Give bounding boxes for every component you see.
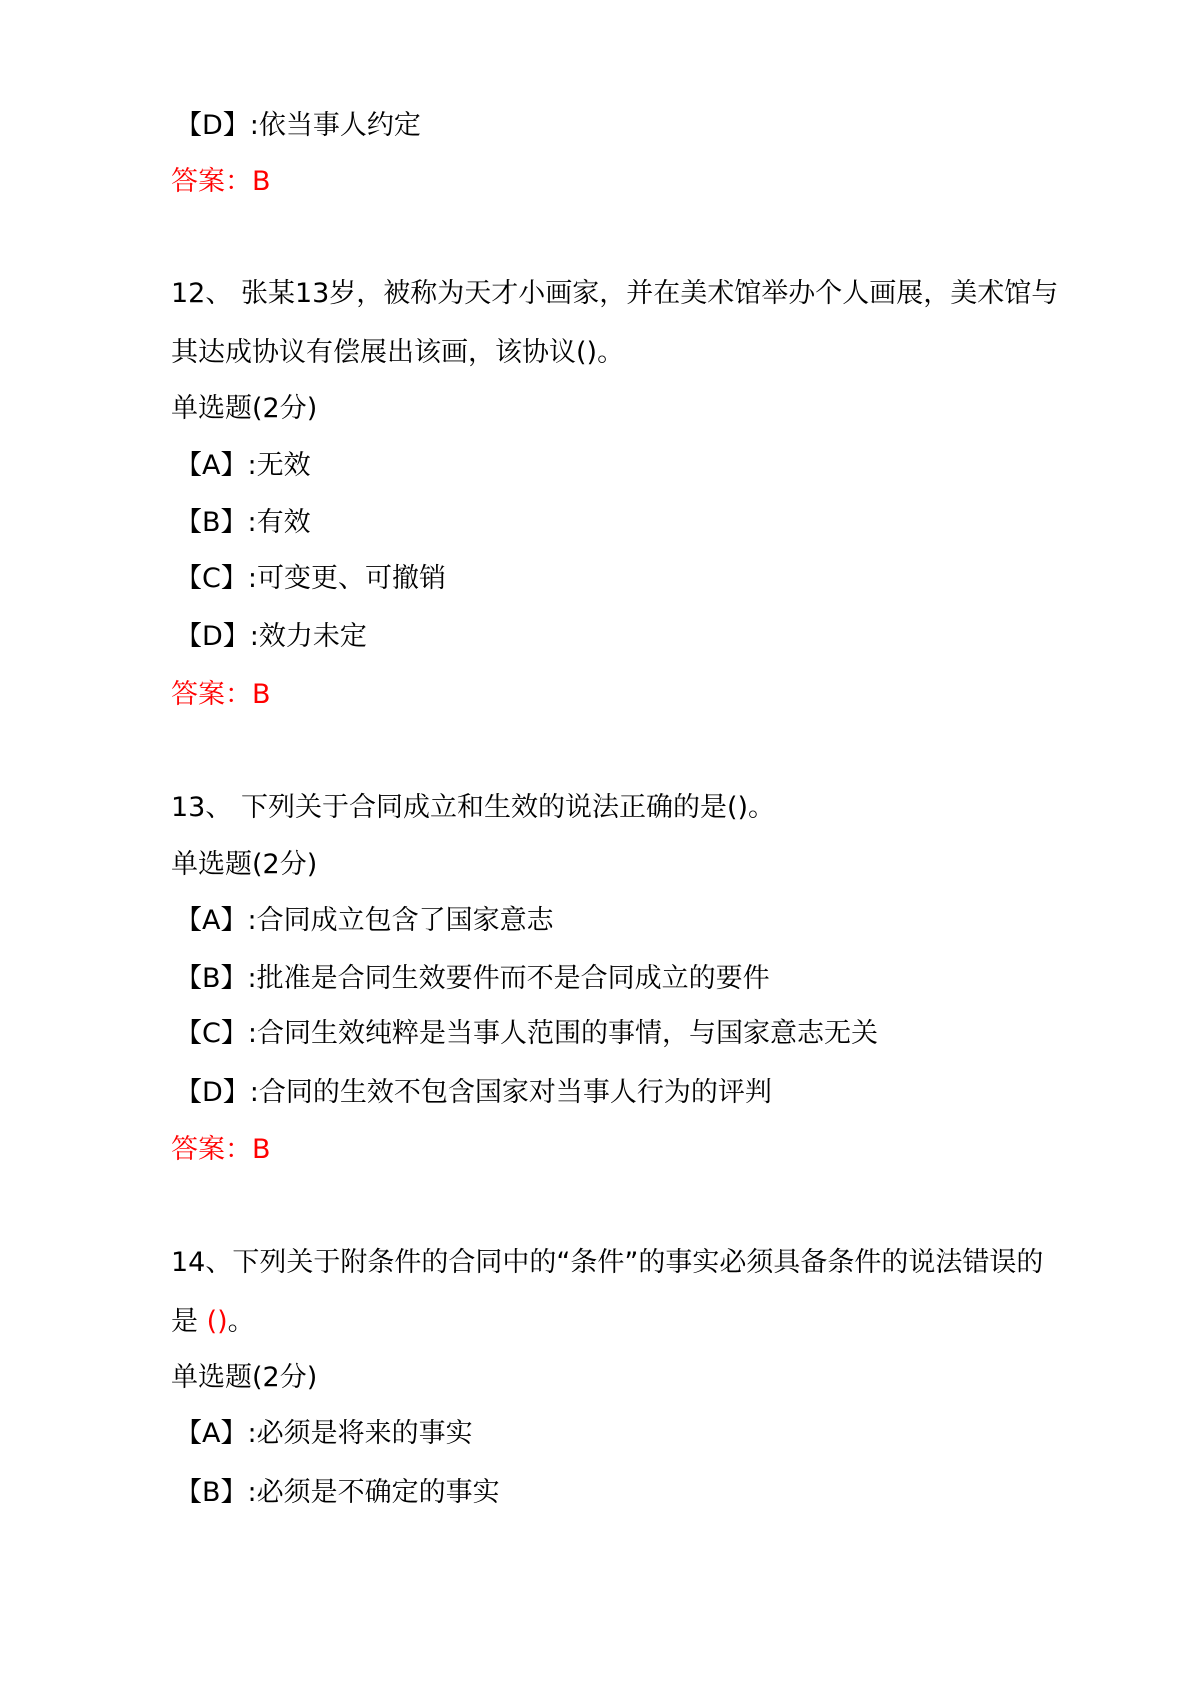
option-text: :效力未定 <box>249 621 367 652</box>
option-label: 【A】 <box>175 905 248 936</box>
option-text: :批准是合同生效要件而不是合同成立的要件 <box>247 963 770 994</box>
q12-answer: 答案：B <box>171 679 271 710</box>
option-label: 【C】 <box>175 563 248 594</box>
q12-stem-line2: 其达成协议有偿展出该画，该协议()。 <box>171 337 625 368</box>
option-text: :必须是不确定的事实 <box>247 1477 500 1508</box>
option-d-prev <box>175 108 421 144</box>
option-label: 【B】 <box>175 1477 248 1508</box>
option-text: :必须是将来的事实 <box>247 1418 473 1449</box>
option-text: :可变更、可撤销 <box>247 563 446 594</box>
q14-option-a <box>175 1416 473 1452</box>
q13-option-a <box>175 903 554 939</box>
q14-blank-paren: () <box>206 1306 228 1337</box>
answer-prev: 答案：B <box>171 166 271 197</box>
q14-stem-prefix: 是 <box>171 1306 207 1337</box>
q13-answer: 答案：B <box>171 1134 271 1165</box>
q14-type: 单选题(2分) <box>171 1362 318 1393</box>
q12-option-d <box>175 619 367 655</box>
q13-type: 单选题(2分) <box>171 849 318 880</box>
q14-stem-line1: 14、下列关于附条件的合同中的“条件”的事实必须具备条件的说法错误的 <box>171 1247 1044 1278</box>
option-text: :有效 <box>247 507 311 538</box>
option-text: :合同的生效不包含国家对当事人行为的评判 <box>249 1077 772 1108</box>
option-text: :依当事人约定 <box>249 110 421 141</box>
option-label: 【D】 <box>175 110 250 141</box>
option-label: 【B】 <box>175 963 248 994</box>
q13-option-b <box>175 961 770 997</box>
option-label: 【C】 <box>175 1018 248 1049</box>
option-label: 【D】 <box>175 621 250 652</box>
q12-option-b <box>175 505 311 541</box>
option-text: :合同成立包含了国家意志 <box>247 905 554 936</box>
option-label: 【A】 <box>175 450 248 481</box>
q14-stem-line2 <box>171 1304 255 1340</box>
option-label: 【B】 <box>175 507 248 538</box>
q13-option-c <box>175 1016 878 1052</box>
q13-stem-line1: 13、 下列关于合同成立和生效的说法正确的是()。 <box>171 792 776 823</box>
option-text: :无效 <box>247 450 311 481</box>
q12-option-c <box>175 561 446 597</box>
q12-stem-line1: 12、 张某13岁，被称为天才小画家，并在美术馆举办个人画展，美术馆与 <box>171 278 1059 309</box>
option-text: :合同生效纯粹是当事人范围的事情，与国家意志无关 <box>247 1018 878 1049</box>
q14-option-b <box>175 1475 500 1511</box>
q12-type: 单选题(2分) <box>171 393 318 424</box>
q12-option-a <box>175 448 311 484</box>
q14-stem-suffix: 。 <box>227 1306 255 1337</box>
option-label: 【D】 <box>175 1077 250 1108</box>
q13-option-d <box>175 1075 772 1111</box>
option-label: 【A】 <box>175 1418 248 1449</box>
